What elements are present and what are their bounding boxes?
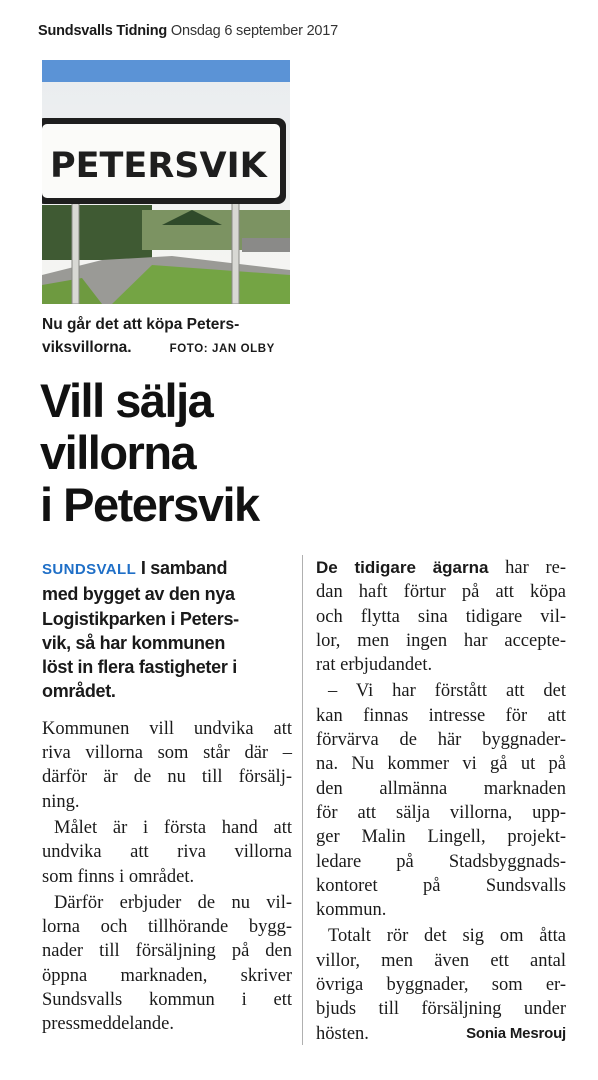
body-line: rat erbjudandet. <box>316 655 433 676</box>
headline-line: villorna <box>40 426 196 479</box>
body-line: ger Malin Lingell, projekt- <box>316 827 566 848</box>
article-headline <box>40 375 259 531</box>
body-line: för att sälja villorna, upp- <box>316 802 566 823</box>
body-line: pressmeddelande. <box>42 1014 175 1035</box>
paragraph <box>316 924 566 1045</box>
body-line: öppna marknaden, skriver <box>42 965 292 986</box>
lead-line: löst in flera fastigheter i <box>42 657 237 678</box>
lead-line: Logistikparken i Peters- <box>42 608 239 629</box>
body-line: – Vi har förstått att det <box>328 681 566 702</box>
left-body-text <box>42 717 292 1037</box>
headline-line: Vill sälja <box>40 374 213 427</box>
body-line: lor, men ingen har accepte- <box>316 630 566 651</box>
body-line: den allmänna marknaden <box>316 778 566 799</box>
paragraph <box>316 679 566 922</box>
body-line: kan finnas intresse för att <box>316 705 566 726</box>
body-line: lorna och tillhörande bygg- <box>42 917 292 938</box>
photo-caption <box>42 313 302 361</box>
paragraph <box>42 891 292 1037</box>
body-line: riva villorna som står där – <box>42 743 292 764</box>
paragraph <box>316 556 566 677</box>
body-line: dan haft förtur på att köpa <box>316 582 566 603</box>
sign-post-right <box>232 198 239 304</box>
body-line: har re- <box>505 558 567 578</box>
body-line: ning. <box>42 791 80 812</box>
subheading: De tidigare ägarna <box>316 558 489 577</box>
lead-line: med bygget av den nya <box>42 584 235 605</box>
article-lead <box>42 556 292 704</box>
body-line: villor, men även ett antal <box>316 950 566 971</box>
body-line: som finns i området. <box>42 866 195 887</box>
lead-line: I samband <box>140 558 228 578</box>
newspaper-name: Sundsvalls Tidning <box>38 23 168 39</box>
body-line: undvika att riva villorna <box>42 842 292 863</box>
body-line: Sundsvalls kommun i ett <box>42 990 292 1011</box>
lead-line: vik, så har kommunen <box>42 632 226 653</box>
masthead <box>38 23 338 39</box>
column-divider <box>302 555 303 1045</box>
body-line: kommun. <box>316 900 387 921</box>
body-line: därför är de nu till försälj- <box>42 767 292 788</box>
body-line: Kommunen vill undvika att <box>42 718 292 739</box>
body-line: ledare på Stadsbyggnads- <box>316 851 566 872</box>
left-column <box>42 556 292 1037</box>
body-line: nader till försäljning på den <box>42 941 292 962</box>
dateline: SUNDSVALL <box>42 561 137 578</box>
right-body-text <box>316 556 566 1046</box>
body-line: Därför erbjuder de nu vil- <box>54 892 292 913</box>
paragraph <box>42 816 292 889</box>
author-byline: Sonia Mesrouj <box>466 1024 566 1042</box>
lead-line: området. <box>42 681 116 702</box>
body-line: bjuds till försäljning under <box>316 999 566 1020</box>
body-line: hösten. <box>316 1023 369 1044</box>
body-line: förvärva de här byggnader- <box>316 730 566 751</box>
body-line: kontoret på Sundsvalls <box>316 875 566 896</box>
right-column <box>316 556 566 1046</box>
article-photo <box>42 60 290 304</box>
body-line: na. Nu kommer vi gå ut på <box>316 754 566 775</box>
sign-post-left <box>72 198 79 304</box>
headline-line: i Petersvik <box>40 478 259 531</box>
caption-line: viksvillorna. <box>42 339 132 356</box>
body-line: övriga byggnader, som er- <box>316 975 566 996</box>
body-line: Målet är i första hand att <box>54 817 292 838</box>
body-line: Totalt rör det sig om åtta <box>328 926 566 947</box>
caption-line: Nu går det att köpa Peters- <box>42 316 240 333</box>
body-line: och flytta sina tidigare vil- <box>316 606 566 627</box>
photo-blue-band <box>42 60 290 82</box>
sign-text: PETERSVIK <box>50 146 267 186</box>
photo-credit: FOTO: JAN OLBY <box>169 343 275 355</box>
petersvik-sign-photo <box>42 60 290 304</box>
paragraph <box>42 717 292 814</box>
publication-date: Onsdag 6 september 2017 <box>170 23 339 39</box>
